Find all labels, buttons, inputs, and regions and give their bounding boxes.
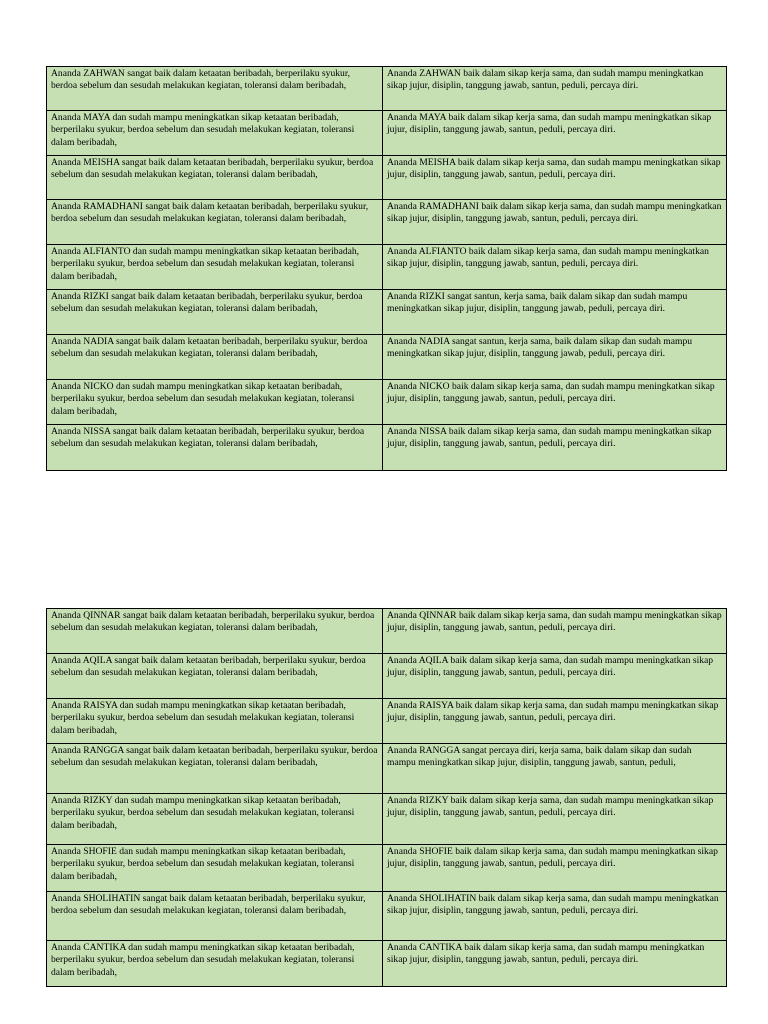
spiritual-attitude-cell: Ananda RIZKI sangat baik dalam ketaatan beribadah, berperilaku syukur, berdoa sebelum dan sesudah melakukan kegiatan, toleransi dalam beribadah, bbox=[47, 290, 383, 335]
table-row bbox=[47, 794, 727, 845]
social-attitude-cell: Ananda RAMADHANI baik dalam sikap kerja sama, dan sudah mampu meningkatkan sikap jujur, disiplin, tanggung jawab, santun, peduli, percaya diri. bbox=[383, 200, 727, 245]
table-row bbox=[47, 380, 727, 425]
spiritual-attitude-cell: Ananda RANGGA sangat baik dalam ketaatan beribadah, berperilaku syukur, berdoa sebelum dan sesudah melakukan kegiatan, toleransi dalam beribadah, bbox=[47, 744, 383, 794]
spiritual-attitude-cell: Ananda ZAHWAN sangat baik dalam ketaatan beribadah, berperilaku syukur, berdoa sebelum dan sesudah melakukan kegiatan, toleransi dalam beribadah, bbox=[47, 67, 383, 111]
table-row bbox=[47, 156, 727, 200]
spiritual-attitude-cell: Ananda RIZKY dan sudah mampu meningkatkan sikap ketaatan beribadah, berperilaku syukur, berdoa sebelum dan sesudah melakukan kegiatan, toleransi dalam beribadah, bbox=[47, 794, 383, 845]
evaluation-table-1 bbox=[46, 66, 727, 471]
social-attitude-cell: Ananda ZAHWAN baik dalam sikap kerja sama, dan sudah mampu meningkatkan sikap jujur, disiplin, tanggung jawab, santun, peduli, percaya diri. bbox=[383, 67, 727, 111]
table-row bbox=[47, 67, 727, 111]
social-attitude-cell: Ananda RIZKI sangat santun, kerja sama, baik dalam sikap dan sudah mampu meningkatkan sikap jujur, disiplin, tanggung jawab, peduli, percaya diri. bbox=[383, 290, 727, 335]
spiritual-attitude-cell: Ananda AQILA sangat baik dalam ketaatan beribadah, berperilaku syukur, berdoa sebelum dan sesudah melakukan kegiatan, toleransi dalam beribadah, bbox=[47, 654, 383, 699]
social-attitude-cell: Ananda CANTIKA baik dalam sikap kerja sama, dan sudah mampu meningkatkan sikap jujur, disiplin, tanggung jawab, santun, peduli, percaya diri. bbox=[383, 941, 727, 987]
table-row bbox=[47, 699, 727, 744]
social-attitude-cell: Ananda SHOLIHATIN baik dalam sikap kerja sama, dan sudah mampu meningkatkan sikap jujur, disiplin, tanggung jawab, santun, peduli, percaya diri. bbox=[383, 892, 727, 941]
spiritual-attitude-cell: Ananda NISSA sangat baik dalam ketaatan beribadah, berperilaku syukur, berdoa sebelum dan sesudah melakukan kegiatan, toleransi dalam beribadah, bbox=[47, 425, 383, 471]
social-attitude-cell: Ananda RAISYA baik dalam sikap kerja sama, dan sudah mampu meningkatkan sikap jujur, disiplin, tanggung jawab, santun, peduli, percaya diri. bbox=[383, 699, 727, 744]
social-attitude-cell: Ananda MEISHA baik dalam sikap kerja sama, dan sudah mampu meningkatkan sikap jujur, disiplin, tanggung jawab, santun, peduli, percaya diri. bbox=[383, 156, 727, 200]
social-attitude-cell: Ananda NISSA baik dalam sikap kerja sama, dan sudah mampu meningkatkan sikap jujur, disiplin, tanggung jawab, santun, peduli, percaya diri. bbox=[383, 425, 727, 471]
table-row bbox=[47, 892, 727, 941]
spiritual-attitude-cell: Ananda SHOFIE dan sudah mampu meningkatkan sikap ketaatan beribadah, berperilaku syukur, berdoa sebelum dan sesudah melakukan kegiatan, toleransi dalam beribadah, bbox=[47, 845, 383, 892]
table-row bbox=[47, 845, 727, 892]
spiritual-attitude-cell: Ananda RAISYA dan sudah mampu meningkatkan sikap ketaatan beribadah, berperilaku syukur, berdoa sebelum dan sesudah melakukan kegiatan, toleransi dalam beribadah, bbox=[47, 699, 383, 744]
spiritual-attitude-cell: Ananda MAYA dan sudah mampu meningkatkan sikap ketaatan beribadah, berperilaku syukur, berdoa sebelum dan sesudah melakukan kegiatan, toleransi dalam beribadah, bbox=[47, 111, 383, 156]
table-row bbox=[47, 200, 727, 245]
table-row bbox=[47, 425, 727, 471]
spiritual-attitude-cell: Ananda RAMADHANI sangat baik dalam ketaatan beribadah, berperilaku syukur, berdoa sebelum dan sesudah melakukan kegiatan, toleransi dalam beribadah, bbox=[47, 200, 383, 245]
social-attitude-cell: Ananda NADIA sangat santun, kerja sama, baik dalam sikap dan sudah mampu meningkatkan sikap jujur, disiplin, tanggung jawab, peduli, percaya diri. bbox=[383, 335, 727, 380]
evaluation-table-2 bbox=[46, 608, 727, 987]
spiritual-attitude-cell: Ananda ALFIANTO dan sudah mampu meningkatkan sikap ketaatan beribadah, berperilaku syukur, berdoa sebelum dan sesudah melakukan kegiatan, toleransi dalam beribadah, bbox=[47, 245, 383, 290]
table-row bbox=[47, 941, 727, 987]
spiritual-attitude-cell: Ananda NADIA sangat baik dalam ketaatan beribadah, berperilaku syukur, berdoa sebelum dan sesudah melakukan kegiatan, toleransi dalam beribadah, bbox=[47, 335, 383, 380]
table-row bbox=[47, 335, 727, 380]
spiritual-attitude-cell: Ananda NICKO dan sudah mampu meningkatkan sikap ketaatan beribadah, berperilaku syukur, berdoa sebelum dan sesudah melakukan kegiatan, toleransi dalam beribadah, bbox=[47, 380, 383, 425]
evaluation-table-body bbox=[47, 67, 727, 471]
spiritual-attitude-cell: Ananda SHOLIHATIN sangat baik dalam ketaatan beribadah, berperilaku syukur, berdoa sebelum dan sesudah melakukan kegiatan, toleransi dalam beribadah, bbox=[47, 892, 383, 941]
social-attitude-cell: Ananda SHOFIE baik dalam sikap kerja sama, dan sudah mampu meningkatkan sikap jujur, disiplin, tanggung jawab, santun, peduli, percaya diri. bbox=[383, 845, 727, 892]
social-attitude-cell: Ananda AQILA baik dalam sikap kerja sama, dan sudah mampu meningkatkan sikap jujur, disiplin, tanggung jawab, santun, peduli, percaya diri. bbox=[383, 654, 727, 699]
spiritual-attitude-cell: Ananda QINNAR sangat baik dalam ketaatan beribadah, berperilaku syukur, berdoa sebelum dan sesudah melakukan kegiatan, toleransi dalam beribadah, bbox=[47, 609, 383, 654]
social-attitude-cell: Ananda ALFIANTO baik dalam sikap kerja sama, dan sudah mampu meningkatkan sikap jujur, disiplin, tanggung jawab, santun, peduli, percaya diri. bbox=[383, 245, 727, 290]
table-row bbox=[47, 290, 727, 335]
social-attitude-cell: Ananda RIZKY baik dalam sikap kerja sama, dan sudah mampu meningkatkan sikap jujur, disiplin, tanggung jawab, santun, peduli, percaya diri. bbox=[383, 794, 727, 845]
table-row bbox=[47, 609, 727, 654]
table-row bbox=[47, 654, 727, 699]
social-attitude-cell: Ananda NICKO baik dalam sikap kerja sama, dan sudah mampu meningkatkan sikap jujur, disiplin, tanggung jawab, santun, peduli, percaya diri. bbox=[383, 380, 727, 425]
social-attitude-cell: Ananda QINNAR baik dalam sikap kerja sama, dan sudah mampu meningkatkan sikap jujur, disiplin, tanggung jawab, santun, peduli, percaya diri. bbox=[383, 609, 727, 654]
table-row bbox=[47, 245, 727, 290]
social-attitude-cell: Ananda MAYA baik dalam sikap kerja sama, dan sudah mampu meningkatkan sikap jujur, disiplin, tanggung jawab, santun, peduli, percaya diri. bbox=[383, 111, 727, 156]
evaluation-table-body bbox=[47, 609, 727, 987]
spiritual-attitude-cell: Ananda MEISHA sangat baik dalam ketaatan beribadah, berperilaku syukur, berdoa sebelum dan sesudah melakukan kegiatan, toleransi dalam beribadah, bbox=[47, 156, 383, 200]
spiritual-attitude-cell: Ananda CANTIKA dan sudah mampu meningkatkan sikap ketaatan beribadah, berperilaku syukur, berdoa sebelum dan sesudah melakukan kegiatan, toleransi dalam beribadah, bbox=[47, 941, 383, 987]
table-row bbox=[47, 744, 727, 794]
social-attitude-cell: Ananda RANGGA sangat percaya diri, kerja sama, baik dalam sikap dan sudah mampu meningkatkan sikap jujur, disiplin, tanggung jawab, santun, peduli, bbox=[383, 744, 727, 794]
table-row bbox=[47, 111, 727, 156]
